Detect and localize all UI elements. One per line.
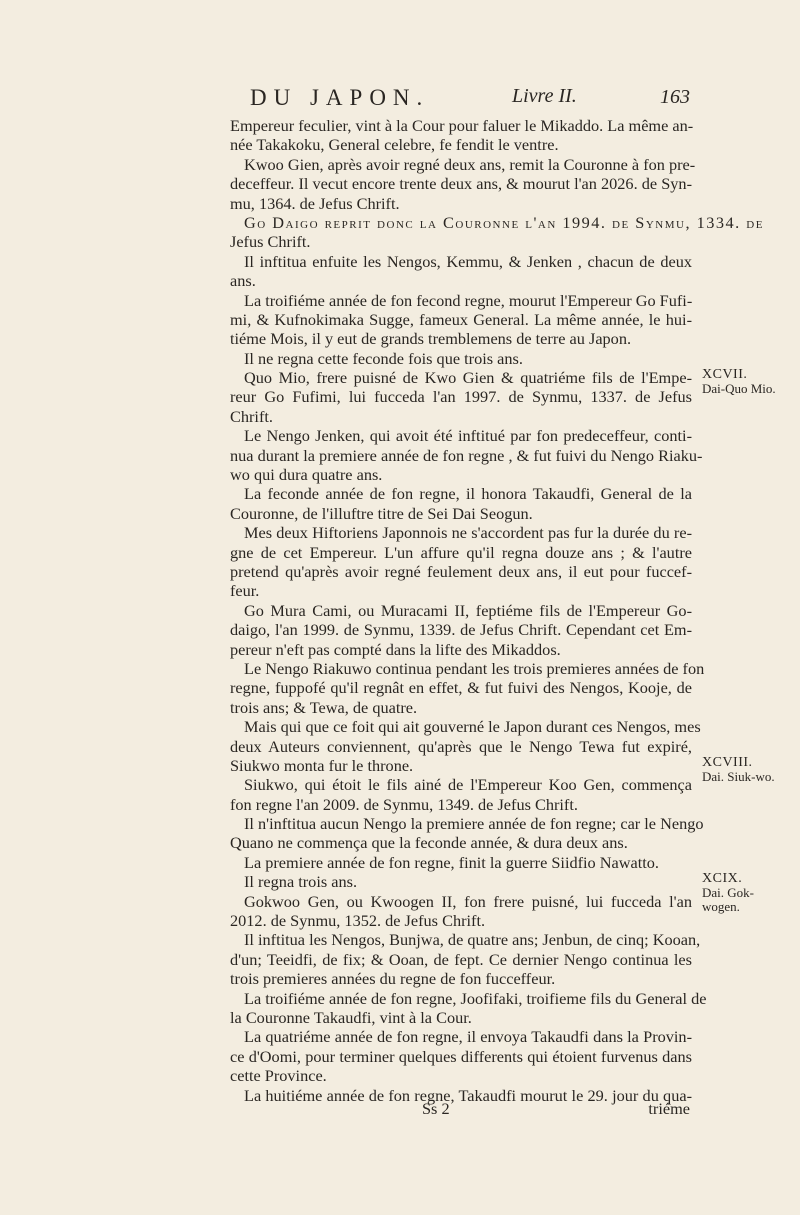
emperor-name: Dai. Gok-wogen.	[702, 885, 754, 914]
text-line: deceffeur. Il vecut encore trente deux ans, & mourut l'an 2026. de Syn-	[230, 174, 692, 194]
text-line: Jefus Chrift.	[230, 232, 311, 252]
text-line: ans.	[230, 271, 256, 291]
page-number: 163	[660, 86, 690, 108]
text-line: La troifiéme année de fon fecond regne, mourut l'Empereur Go Fufi-	[244, 290, 693, 310]
text-line: Go Mura Cami, ou Muracami II, feptiéme fils de l'Empereur Go-	[244, 600, 692, 620]
running-title: DU JAPON.	[250, 85, 430, 110]
emperor-number: XCIX.	[702, 871, 743, 886]
text-line: mi, & Kufnokimaka Sugge, fameux General. La même année, le hui-	[230, 309, 692, 329]
text-line: wo qui dura quatre ans.	[230, 465, 383, 485]
emperor-number: XCVIII.	[702, 755, 753, 770]
margin-note	[702, 368, 782, 396]
text-line: Kwoo Gien, après avoir regné deux ans, remit la Couronne à fon pre-	[244, 154, 696, 174]
text-line: La troifiéme année de fon regne, Joofifaki, troifieme fils du General de	[244, 988, 707, 1008]
text-line: d'un; Teeidfi, de fix; & Ooan, de fept. Ce dernier Nengo continua les	[230, 949, 692, 969]
book-number: Livre II.	[512, 85, 577, 107]
text-line: gne de cet Empereur. L'un affure qu'il regna douze ans ; & l'autre	[230, 542, 692, 562]
text-line: regne, fuppofé qu'il regnât en effet, & fut fuivi des Nengos, Kooje, de	[230, 678, 692, 698]
text-line: feur.	[230, 581, 260, 601]
text-line: Le Nengo Jenken, qui avoit été inftitué par fon predeceffeur, conti-	[244, 426, 692, 446]
emperor-number: XCVII.	[702, 367, 748, 382]
text-line: Couronne, de l'illuftre titre de Sei Dai Seogun.	[230, 503, 533, 523]
text-line: Siukwo monta fur le throne.	[230, 755, 414, 775]
text-line: cette Province.	[230, 1066, 327, 1086]
text-line: La quatriéme année de fon regne, il envoya Takaudfi dans la Provin-	[244, 1027, 692, 1047]
text-line: Il inftitua les Nengos, Bunjwa, de quatre ans; Jenbun, de cinq; Kooan,	[244, 930, 701, 950]
signature-mark: Ss 2	[422, 1099, 450, 1118]
text-line: reur Go Fufimi, lui fucceda l'an 1997. de Synmu, 1337. de Jefus	[230, 387, 692, 407]
text-line: Il inftitua enfuite les Nengos, Kemmu, & Jenken , chacun de deux	[244, 251, 692, 271]
text-line: Empereur feculier, vint à la Cour pour faluer le Mikaddo. La même an-	[230, 116, 694, 135]
text-line: pereur n'eft pas compté dans la lifte des Mikaddos.	[230, 639, 561, 659]
catchline	[230, 1099, 692, 1119]
text-line: Quano ne commença que la feconde année, & dura deux ans.	[230, 833, 628, 853]
text-line: ce d'Oomi, pour terminer quelques differents qui étoient furvenus dans	[230, 1046, 692, 1066]
text-line: 2012. de Synmu, 1352. de Jefus Chrift.	[230, 911, 486, 931]
text-line: Le Nengo Riakuwo continua pendant les trois premieres années de fon	[244, 658, 705, 678]
text-line: fon regne l'an 2009. de Synmu, 1349. de Jefus Chrift.	[230, 794, 578, 814]
emperor-name: Dai. Siuk-wo.	[702, 769, 775, 784]
text-line: Quo Mio, frere puisné de Kwo Gien & quatriéme fils de l'Empe-	[244, 368, 692, 388]
text-line: Mais qui que ce foit qui ait gouverné le Japon durant ces Nengos, mes	[244, 717, 701, 737]
text-line: Il n'inftitua aucun Nengo la premiere année de fon regne; car le Nengo	[244, 814, 704, 834]
text-line: pretend qu'après avoir regné feulement deux ans, il eut pour fuccef-	[230, 561, 692, 581]
text-line: trois premieres années du regne de fon fucceffeur.	[230, 969, 556, 989]
text-line: Mes deux Hiftoriens Japonnois ne s'accordent pas fur la durée du re-	[244, 523, 692, 543]
running-head	[250, 85, 690, 115]
text-line: daigo, l'an 1999. de Synmu, 1339. de Jefus Chrift. Cependant cet Em-	[230, 620, 692, 640]
text-line: née Takakoku, General celebre, fe fendit le ventre.	[230, 135, 559, 155]
text-line: tiéme Mois, il y eut de grands tremblemens de terre au Japon.	[230, 329, 632, 349]
text-line: Gokwoo Gen, ou Kwoogen II, fon frere puisné, lui fucceda l'an	[244, 891, 692, 911]
text-line: nua durant la premiere année de fon regne , & fut fuivi du Nengo Riaku-	[230, 445, 703, 465]
text-line: Siukwo, qui étoit le fils ainé de l'Empereur Koo Gen, commença	[244, 775, 692, 795]
text-line: Chrift.	[230, 406, 273, 426]
text-line: la Couronne Takaudfi, vint à la Cour.	[230, 1007, 472, 1027]
margin-note	[702, 872, 782, 914]
text-line: deux Auteurs conviennent, qu'après que le Nengo Tewa fut expiré,	[230, 736, 692, 756]
text-line: Il regna trois ans.	[244, 872, 358, 892]
emperor-name: Dai-Quo Mio.	[702, 381, 776, 396]
text-line: Il ne regna cette feconde fois que trois ans.	[244, 348, 523, 368]
text-line: La huitiéme année de fon regne, Takaudfi mourut le 29. jour du qua-	[244, 1085, 692, 1105]
text-line: La premiere année de fon regne, finit la guerre Siidfio Nawatto.	[244, 852, 659, 872]
catchword: triéme	[648, 1099, 690, 1118]
text-line: Go Daigo reprit donc la Couronne l'an 1994. de Synmu, 1334. de	[244, 212, 764, 232]
margin-note	[702, 756, 782, 784]
text-line: mu, 1364. de Jefus Chrift.	[230, 193, 400, 213]
text-line: trois ans; & Tewa, de quatre.	[230, 697, 418, 717]
text-line: La feconde année de fon regne, il honora Takaudfi, General de la	[244, 484, 692, 504]
